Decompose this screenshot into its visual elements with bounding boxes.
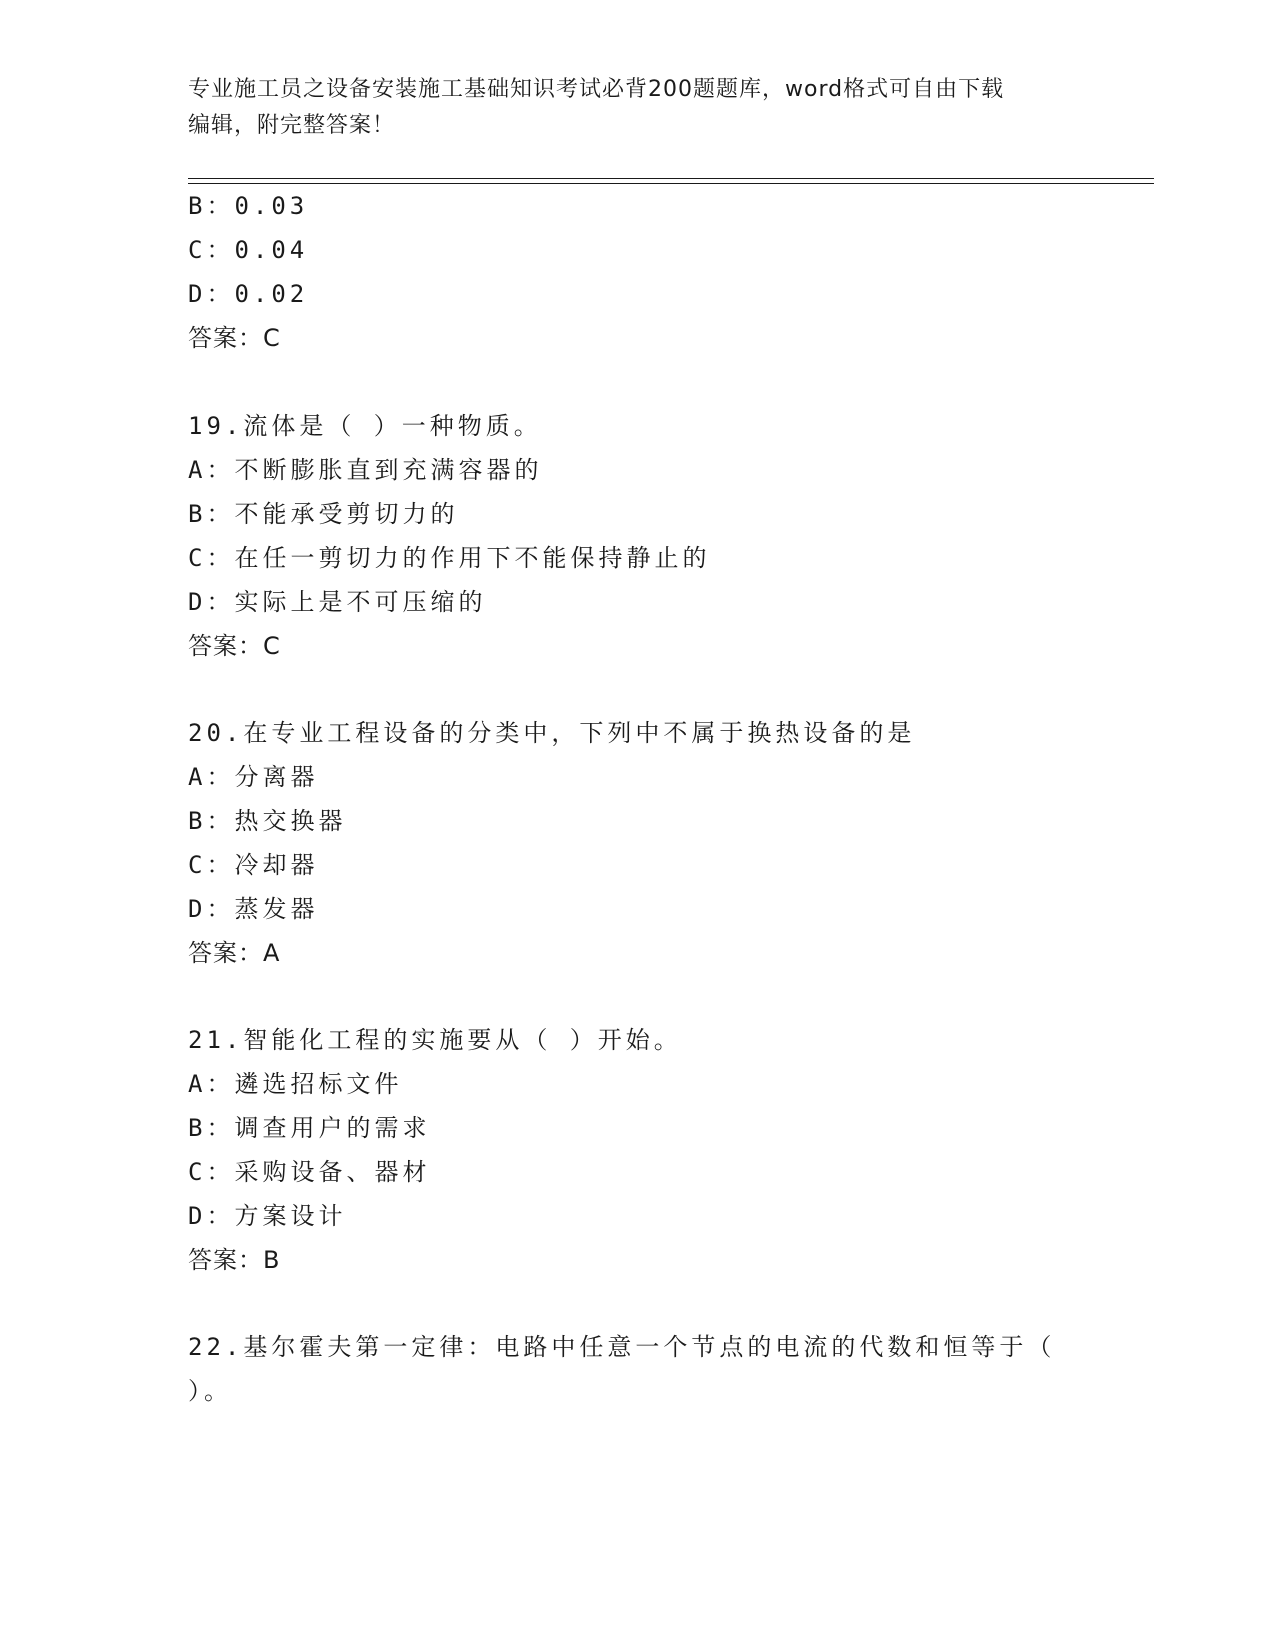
q19-option-a: A：不断膨胀直到充满容器的 <box>188 456 543 484</box>
document-header <box>188 72 1088 144</box>
q21-stem: 21.智能化工程的实施要从（ ）开始。 <box>188 1026 682 1054</box>
q22-stem-line-1: 22.基尔霍夫第一定律：电路中任意一个节点的电流的代数和恒等于（ <box>188 1333 1056 1361</box>
q19-option-b: B：不能承受剪切力的 <box>188 500 459 528</box>
header-divider-top <box>188 178 1154 179</box>
q18-option-b: B：0.03 <box>188 192 309 220</box>
q20-option-b: B：热交换器 <box>188 807 347 835</box>
q20-answer: 答案：A <box>188 939 281 967</box>
header-line-2: 编辑，附完整答案！ <box>188 113 396 138</box>
q21-option-a: A：遴选招标文件 <box>188 1070 403 1098</box>
q19-option-c: C：在任一剪切力的作用下不能保持静止的 <box>188 544 711 572</box>
q19-answer: 答案：C <box>188 632 281 660</box>
q21-option-c: C：采购设备、器材 <box>188 1158 431 1186</box>
q21-option-d: D：方案设计 <box>188 1202 347 1230</box>
header-line-1: 专业施工员之设备安装施工基础知识考试必背200题题库，word格式可自由下载 <box>188 77 1005 102</box>
q20-option-c: C：冷却器 <box>188 851 319 879</box>
header-divider-bottom <box>188 183 1154 184</box>
q18-option-d: D：0.02 <box>188 280 309 308</box>
q20-stem: 20.在专业工程设备的分类中，下列中不属于换热设备的是 <box>188 719 916 747</box>
q22-stem-line-2: ）。 <box>188 1377 232 1405</box>
q21-option-b: B：调查用户的需求 <box>188 1114 431 1142</box>
q20-option-a: A：分离器 <box>188 763 319 791</box>
q20-option-d: D：蒸发器 <box>188 895 319 923</box>
q19-option-d: D：实际上是不可压缩的 <box>188 588 487 616</box>
q21-answer: 答案：B <box>188 1246 281 1274</box>
q19-stem: 19.流体是（ ）一种物质。 <box>188 412 542 440</box>
q18-option-c: C：0.04 <box>188 236 309 264</box>
q18-answer: 答案：C <box>188 324 281 352</box>
